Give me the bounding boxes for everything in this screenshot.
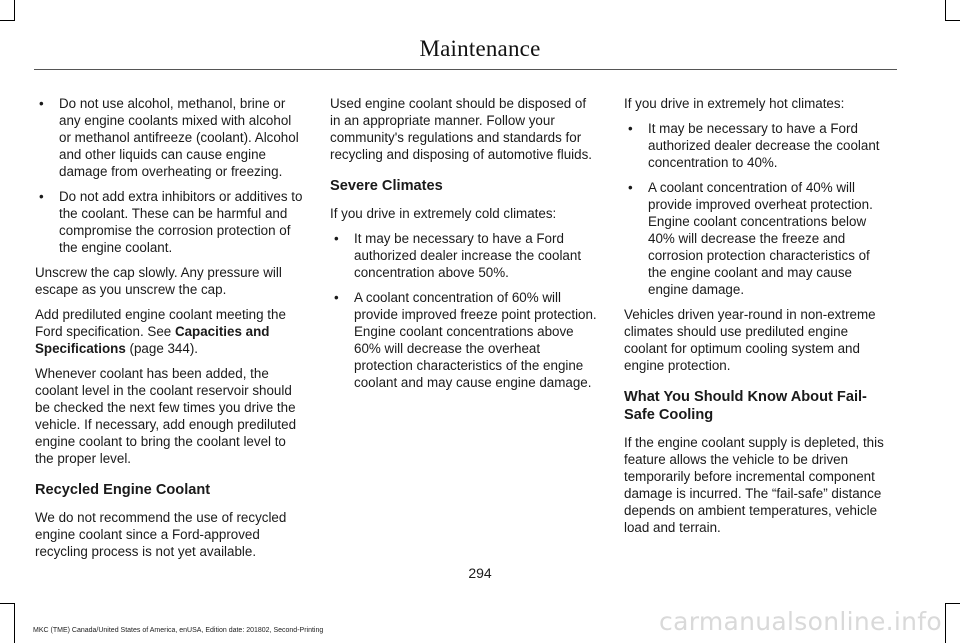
cold-list [330,230,598,391]
list-item: • It may be necessary to have a Ford authorized dealer increase the coolant concentration above 50%. [330,230,598,281]
paragraph-fail-safe: If the engine coolant supply is depleted, this feature allows the vehicle to be driven temporarily before incremental component damage is incurred. The “fail-safe” distance depends on ambient temperatures, vehicle load and terrain. [624,435,884,535]
column-right [624,95,892,544]
list-item: • A coolant concentration of 60% will provide improved freeze point protection. Engine coolant concentrations above 60% will decrease the overheat protection characteristics of the engine coolant and may cause engine damage. [330,289,598,391]
heading-fail-safe: What You Should Know About Fail-Safe Cooling [624,389,867,423]
header-rule [34,69,897,70]
crop-mark-top-right-v [945,0,946,21]
capacities-link[interactable]: Capacities and Specifications [35,324,270,356]
crop-mark-bottom-right-v [945,603,946,643]
paragraph-used-coolant: Used engine coolant should be disposed of in an appropriate manner. Follow your community's regulations and standards for recycling and disposing of automotive fluids. [330,96,593,162]
hot-list [624,120,892,298]
watermark: carmanualsonline.info [659,607,942,636]
paragraph-add-coolant [35,306,303,357]
crop-mark-bottom-left-h [0,603,15,604]
list-item: • A coolant concentration of 40% will provide improved overheat protection. Engine coolant concentrations below 40% will decrease the freeze and corrosion protection characteristics of the engine coolant and may cause engine damage. [624,179,892,298]
column-middle [330,95,598,399]
list-item: • It may be necessary to have a Ford authorized dealer decrease the coolant concentration to 40%. [624,120,892,171]
list-item: • Do not add extra inhibitors or additives to the coolant. These can be harmful and compromise the corrosion protection of the engine coolant. [35,188,303,256]
warning-list [35,95,303,256]
crop-mark-bottom-left-v [14,603,15,643]
column-left [35,95,303,568]
crop-mark-top-right-h [945,20,960,21]
paragraph-whenever: Whenever coolant has been added, the coolant level in the coolant reservoir should be checked the next few times you drive the vehicle. If necessary, add enough prediluted engine coolant to bring the coolant level to the proper level. [35,366,297,466]
crop-mark-top-left-v [14,0,15,21]
page-title: Maintenance [419,36,541,61]
heading-severe-climates: Severe Climates [330,178,443,194]
text-add-suffix: (page 344). [125,341,199,356]
crop-mark-bottom-right-h [945,603,960,604]
list-item: • Do not use alcohol, methanol, brine or any engine coolants mixed with alcohol or methanol antifreeze (coolant). Alcohol and other liquids can cause engine damage from overheating or freezing. [35,95,303,180]
text-add-prefix: Add prediluted engine coolant meeting the Ford specification. See [35,307,286,339]
paragraph-hot: If you drive in extremely hot climates: [624,96,845,111]
paragraph-year-round: Vehicles driven year-round in non-extreme climates should use prediluted engine coolant for optimum cooling system and engine protection. [624,307,876,373]
page-number: 294 [468,565,492,581]
paragraph-cold: If you drive in extremely cold climates: [330,206,557,221]
heading-recycled: Recycled Engine Coolant [35,482,211,498]
footer-edition: MKC (TME) Canada/United States of America, enUSA, Edition date: 201802, Second-Printing [33,627,324,634]
paragraph-unscrew: Unscrew the cap slowly. Any pressure will escape as you unscrew the cap. [35,265,282,297]
paragraph-recycled: We do not recommend the use of recycled engine coolant since a Ford-approved recycling process is not yet available. [35,510,287,559]
crop-mark-top-left-h [0,20,15,21]
